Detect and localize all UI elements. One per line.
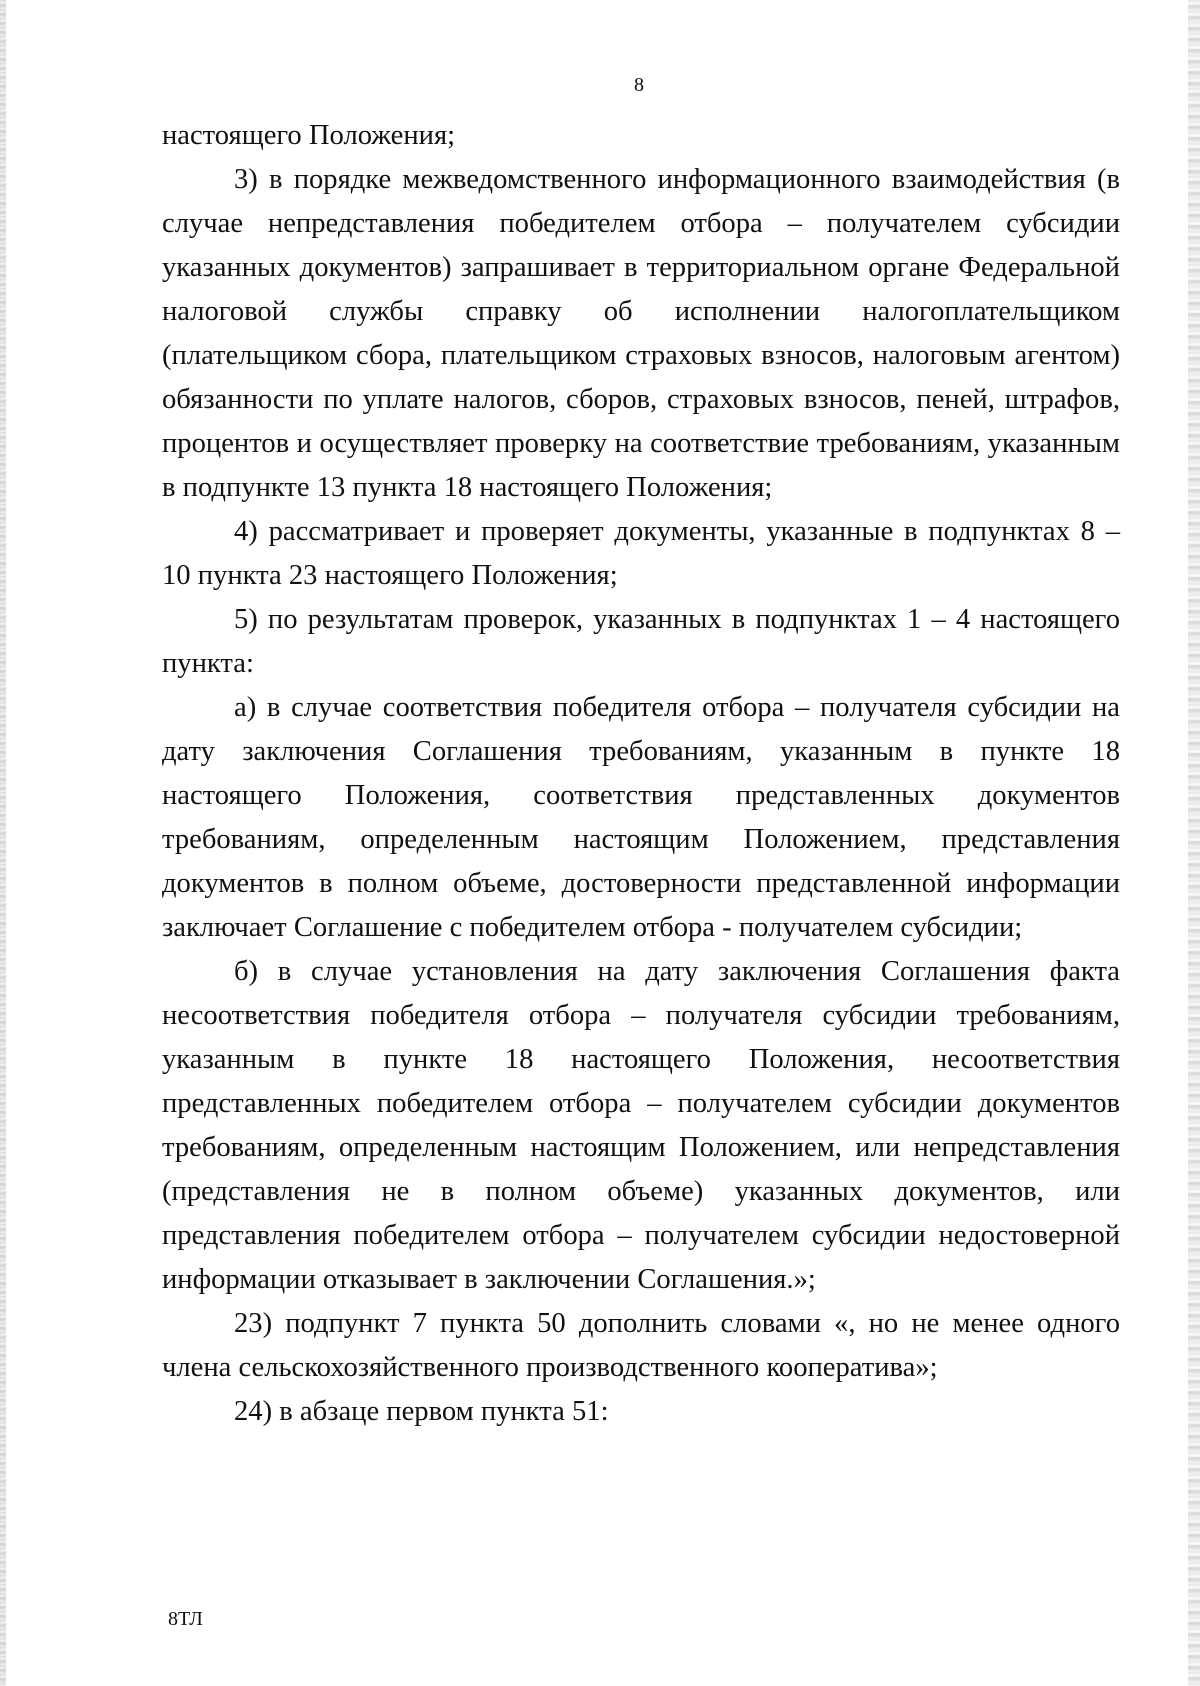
paragraph-item-24: 24) в абзаце первом пункта 51: xyxy=(234,1396,609,1427)
paragraph-item-4: 4) рассматривает и проверяет документы, указанные в подпунктах 8 – 10 пункта 23 настоящего Положения; xyxy=(162,516,1120,591)
paragraph-item-3: 3) в порядке межведомственного информационного взаимодействия (в случае непредставления победителем отбора – получателем субсидии указанных документов) запрашивает в территориальном органе Федеральной налоговой службы справку об исполнении налогоплательщиком (плательщиком сбора, плательщиком страховых взносов, налоговым агентом) обязанности по уплате налогов, сборов, страховых взносов, пеней, штрафов, процентов и осуществляет проверку на соответствие требованиям, указанным в подпункте 13 пункта 18 настоящего Положения; xyxy=(162,164,1120,503)
paragraph-subitem-a: а) в случае соответствия победителя отбора – получателя субсидии на дату заключения Соглашения требованиям, указанным в пункте 18 настоящего Положения, соответствия представленных документов требованиям, определенным настоящим Положением, представления документов в полном объеме, достоверности представленной информации заключает Соглашение с победителем отбора - получателем субсидии; xyxy=(162,692,1120,943)
paragraph-subitem-b: б) в случае установления на дату заключения Соглашения факта несоответствия победителя отбора – получателя субсидии требованиям, указанным в пункте 18 настоящего Положения, несоответствия представленных победителем отбора – получателем субсидии документов требованиям, определенным настоящим Положением, или непредставления (представления не в полном объеме) указанных документов, или представления победителем отбора – получателем субсидии недостоверной информации отказывает в заключении Соглашения.»; xyxy=(162,956,1120,1295)
scan-edge-right xyxy=(1188,0,1200,1686)
footer-code: 8ТЛ xyxy=(168,1608,203,1630)
scan-edge-left xyxy=(0,0,6,1686)
paragraph-continuation: настоящего Положения; xyxy=(162,120,456,151)
page-number: 8 xyxy=(634,74,644,96)
paragraph-item-5: 5) по результатам проверок, указанных в подпунктах 1 – 4 настоящего пункта: xyxy=(162,604,1120,679)
document-body xyxy=(162,114,1120,1434)
paragraph-item-23: 23) подпункт 7 пункта 50 дополнить словами «, но не менее одного члена сельскохозяйственного производственного кооператива»; xyxy=(162,1308,1120,1383)
